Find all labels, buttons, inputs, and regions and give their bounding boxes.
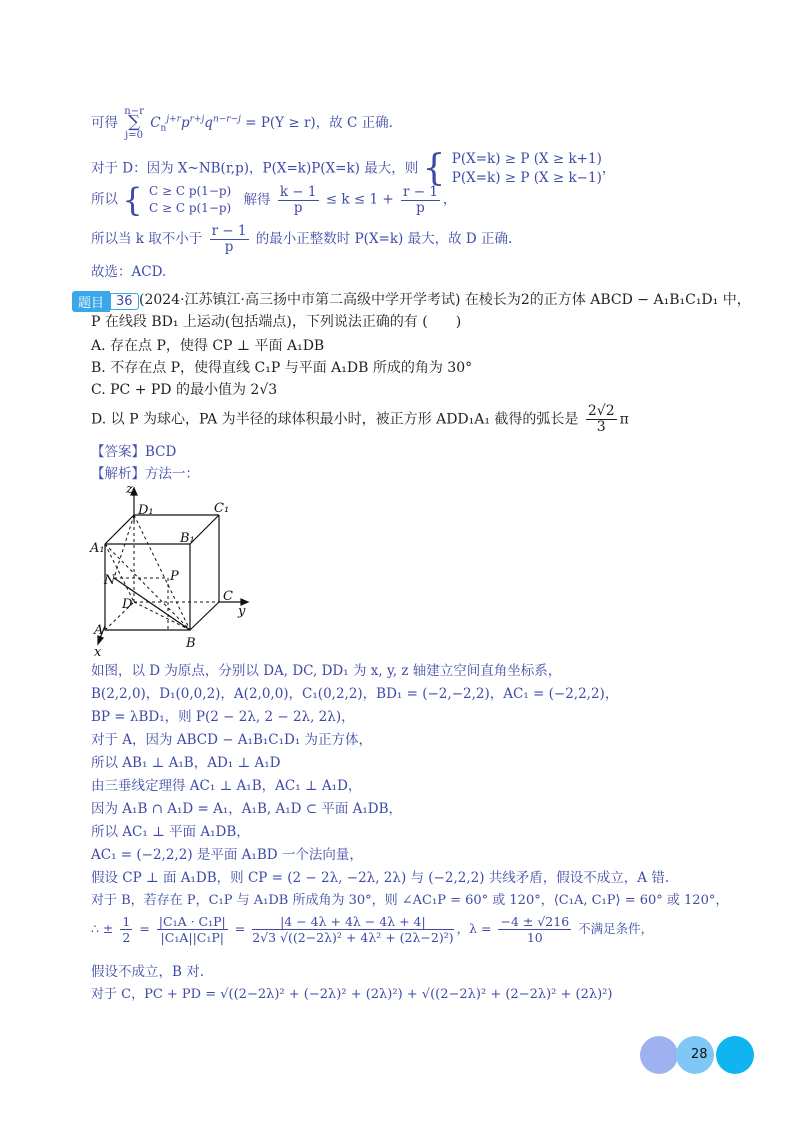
fraction: $\frac{k - 1}{p}$ (279, 183, 317, 216)
label-B: B (186, 636, 196, 651)
solution-line: 假设 CP ⊥ 面 A₁DB，则 CP = (2 − 2λ, −2λ, 2λ) 与 (−2,2,2) 共线矛盾，假设不成立，A 错. (91, 870, 670, 886)
question-stem: (2024·江苏镇江·高三扬中市第二高级中学开学考试) 在棱长为2的正方体 ABCD − A₁B₁C₁D₁ 中， (139, 292, 751, 308)
page-badge-right (716, 1036, 754, 1074)
text: 的最小正整数时 P(X=k) 最大，故 D 正确. (255, 231, 513, 247)
label-B1: B₁ (180, 531, 195, 546)
solution-line: BP = λBD₁，则 P(2 − 2λ, 2 − 2λ, 2λ)， (91, 709, 355, 725)
option-d: D. 以 P 为球心，PA 为半径的球体积最小时，被正方形 ADD₁A₁ 截得的弧长是 $\frac{2√2}{3}$ π (91, 403, 629, 435)
question-number: 36 (110, 293, 139, 310)
solution-line-sum: 可得 n−r ∑ j=0 $C_n^{j+r}p^{r+j}q^{n-r-j} = P(Y \ge r)$，故 C 正确. (91, 106, 393, 141)
cosine-equation: ∴ ± $\frac{1}{2}$ = $\frac{\text{|C₁A · C₁P|}}{\text{|C₁A||C₁P|}}$ = $\frac{|4 - 4\lambda + 4\lambda - 4\lambda + 4|}{\text{2√3 √((2−2λ)² + 4λ² + (2λ−2)²)}}$ ，λ = $\frac{-4 \pm √216}{10}$ 不满足条件， (91, 914, 654, 945)
fraction: $\frac{|4 - 4\lambda + 4\lambda - 4\lambda + 4|}{\text{2√3 √((2−2λ)² + 4λ² + (2λ−2)²)}}$ (252, 914, 454, 945)
option-c: C. PC + PD 的最小值为 2√3 (91, 382, 278, 398)
text: 解得 (243, 191, 271, 208)
solution-line: 对于 B，若存在 P，C₁P 与 A₁DB 所成角为 30°，则 ∠AC₁P = 60° 或 120°，⟨C₁A, C₁P⟩ = 60° 或 120°， (91, 893, 729, 908)
fraction: $\frac{1}{2}$ (122, 914, 131, 945)
fraction: $\frac{r - 1}{p}$ (402, 183, 438, 216)
solution-line: 所以 AC₁ ⊥ 平面 A₁DB， (91, 824, 250, 840)
option-a: A. 存在点 P，使得 CP ⊥ 平面 A₁DB (91, 338, 325, 354)
expr: C (150, 115, 161, 131)
solution-line: 由三垂线定理得 AC₁ ⊥ A₁B，AC₁ ⊥ A₁D， (91, 778, 362, 794)
solution-line: B(2,2,0)，D₁(0,0,2)，A(2,0,0)，C₁(0,2,2)，BD₁ = (−2,−2,2)，AC₁ = (−2,2,2)， (91, 686, 619, 702)
text: 所以当 k 取不小于 (91, 231, 203, 247)
fraction: $\frac{\text{|C₁A · C₁P|}}{\text{|C₁A||C₁P|}}$ (158, 914, 226, 945)
label-D: D (122, 597, 133, 612)
sum-symbol: n−r ∑ j=0 (124, 106, 144, 141)
page-badge-left (640, 1036, 678, 1074)
label-z: z (126, 482, 133, 497)
solution-line-d: 对于 D：因为 X~NB(r,p)，P(X=k)P(X=k) 最大，则 { P(X=k) ≥ P (X ≥ k+1) P(X=k) ≥ P (X ≥ k−1)， (91, 148, 616, 189)
text: 所以 (91, 191, 118, 208)
solution-line: 假设不成立，B 对. (91, 964, 205, 980)
label-x: x (94, 645, 102, 660)
page-number: 28 (691, 1047, 708, 1062)
fraction: $\frac{r - 1}{p}$ (211, 223, 247, 255)
fraction: $\frac{-4 \pm √216}{10}$ (500, 914, 570, 945)
label-N: N (104, 573, 116, 588)
text: ≤ k ≤ 1 + (325, 191, 394, 208)
label-A1: A₁ (90, 541, 105, 556)
cube-figure (88, 482, 268, 662)
solution-line: AC₁ = (−2,2,2) 是平面 A₁BD 一个法向量， (91, 847, 363, 863)
solution-line: 如图，以 D 为原点，分别以 DA, DC, DD₁ 为 x, y, z 轴建立空间直角坐标系， (91, 663, 562, 679)
solution-line-conclusion (91, 224, 512, 255)
solution-line: 对于 C，PC + PD = √((2−2λ)² + (−2λ)² + (2λ)²) + √((2−2λ)² + (2−2λ)² + (2λ)²) (91, 987, 613, 1002)
text: 可得 (91, 115, 118, 131)
solution-line: 对于 A，因为 ABCD − A₁B₁C₁D₁ 为正方体， (91, 732, 373, 748)
text: 对于 D：因为 X~NB(r,p)，P(X=k)P(X=k) 最大，则 (91, 160, 419, 177)
solution-line-system: 所以 { C ≥ C p(1−p) C ≥ C p(1−p) 解得 $\frac{k - 1}{p}$ ≤ k ≤ 1 + $\frac{r - 1}{p}$ ， (91, 181, 457, 219)
label-A: A (94, 623, 104, 638)
label-C: C (223, 589, 233, 604)
inequality-system: P(X=k) ≥ P (X ≥ k+1) P(X=k) ≥ P (X ≥ k−1) (451, 151, 602, 186)
solution-line: 所以 AB₁ ⊥ A₁B，AD₁ ⊥ A₁D (91, 755, 281, 771)
option-b: B. 不存在点 P，使得直线 C₁P 与平面 A₁DB 所成的角为 30° (91, 360, 473, 376)
combination-system: C ≥ C p(1−p) C ≥ C p(1−p) (148, 184, 232, 215)
question-stem-cont: P 在线段 BD₁ 上运动(包括端点)，下列说法正确的有 ( ) (91, 314, 462, 330)
question-tag (72, 292, 139, 310)
final-choice: 故选：ACD. (91, 264, 167, 280)
text: = P(Y ≥ r)，故 C 正确. (245, 115, 393, 131)
label-C1: C₁ (214, 501, 230, 516)
label-D1: D₁ (138, 503, 154, 518)
fraction: $\frac{2√2}{3}$ (587, 403, 615, 435)
label-y: y (238, 604, 246, 619)
question-tag-label: 题目 (72, 291, 110, 312)
label-P: P (170, 569, 179, 584)
analysis-label: 【解析】方法一： (91, 466, 199, 482)
answer-label: 【答案】BCD (91, 444, 177, 460)
solution-line: 因为 A₁B ∩ A₁D = A₁，A₁B, A₁D ⊂ 平面 A₁DB， (91, 801, 403, 817)
